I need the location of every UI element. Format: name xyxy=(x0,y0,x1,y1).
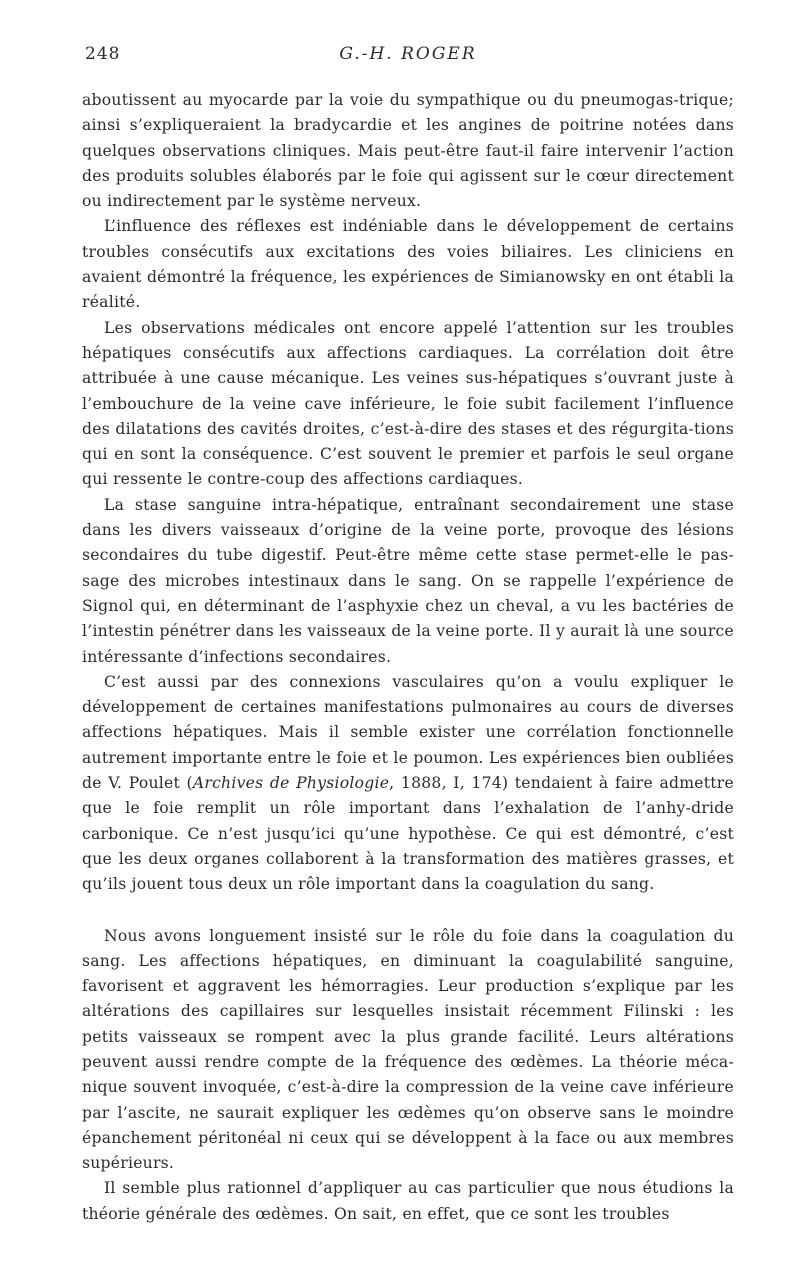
document-page xyxy=(82,44,734,1227)
paragraph-7: Il semble plus rationnel d’appliquer au cas particulier que nous étudions la théorie générale des œdèmes. On sait, en effet, que ce sont les troubles xyxy=(82,1179,734,1223)
paragraph-5 xyxy=(82,670,734,898)
paragraph-6: Nous avons longuement insisté sur le rôle du foie dans la coagulation du sang. Les affections hépatiques, en diminuant la coagulabilité sanguine, favorisent et aggravent les hémorragies. Leur production s’explique par les altérations des capillaires sur lesquelles insistait récemment Filinski : les petits vaisseaux se rompent avec la plus grande facilité. Leurs altérations peuvent aussi rendre compte de la fréquence des œdèmes. La théorie méca-nique souvent invoquée, c’est-à-dire la compression de la veine cave inférieure par l’ascite, ne saurait expliquer les œdèmes qu’on observe sans le moindre épanchement péritonéal ni ceux qui se développent à la face ou aux membres supérieurs. xyxy=(82,926,734,1173)
running-title: G.-H. ROGER xyxy=(339,44,477,64)
paragraph-4: La stase sanguine intra-hépatique, entraînant secondairement une stase dans les divers vaisseaux d’origine de la veine porte, provoque des lésions secondaires du tube digestif. Peut-être même cette stase permet-elle le pas-sage des microbes intestinaux dans le sang. On se rappelle l’expérience de Signol qui, en déterminant de l’asphyxie chez un cheval, a vu les bactéries de l’intestin pénétrer dans les vaisseaux de la veine porte. Il y aurait là une source intéressante d’infections secondaires. xyxy=(82,495,734,666)
paragraph-3: Les observations médicales ont encore appelé l’attention sur les troubles hépatiques consécutifs aux affections cardiaques. La corrélation doit être attribuée à une cause mécanique. Les veines sus-hépatiques s’ouvrant juste à l’embouchure de la veine cave inférieure, le foie subit facilement l’influence des dilatations des cavités droites, c’est-à-dire des stases et des régurgita-tions qui en sont la conséquence. C’est souvent le premier et parfois le seul organe qui ressente le contre-coup des affections cardiaques. xyxy=(82,318,734,489)
journal-citation: Archives de Physiologie xyxy=(192,774,390,793)
paragraph-1: aboutissent au myocarde par la voie du sympathique ou du pneumogas-trique; ainsi s’expliqueraient la bradycardie et les angines de poitrine notées dans quelques observations cliniques. Mais peut-être faut-il faire intervenir l’action des produits solubles élaborés par le foie qui agissent sur le cœur directement ou indirectement par le système nerveux. xyxy=(82,91,734,211)
body-text xyxy=(82,88,734,1227)
paragraph-5-text-after: , 1888, I, 174) tendaient à faire admettre que le foie remplit un rôle important dans l’exhalation de l’anhy-dride carbonique. Ce n’est jusqu’ici qu’une hypothèse. Ce qui est démontré, c’est que les deux organes collaborent à la transformation des matières grasses, et qu’ils jouent tous deux un rôle important dans la coagulation du sang. xyxy=(82,774,734,894)
page-header xyxy=(82,44,734,74)
paragraph-2: L’influence des réflexes est indéniable dans le développement de certains troubles consécutifs aux excitations des voies biliaires. Les cliniciens en avaient démontré la fréquence, les expériences de Simianowsky en ont établi la réalité. xyxy=(82,217,734,312)
paragraph-5-text-before: C’est aussi par des connexions vasculaires qu’on a voulu expliquer le développement de certaines manifestations pulmonaires au cours de diverses affections hépatiques. Mais il semble exister une corrélation fonctionnelle autrement importante entre le foie et le poumon. Les expériences bien oubliées de V. Poulet ( xyxy=(82,672,734,793)
page-number: 248 xyxy=(85,44,121,64)
